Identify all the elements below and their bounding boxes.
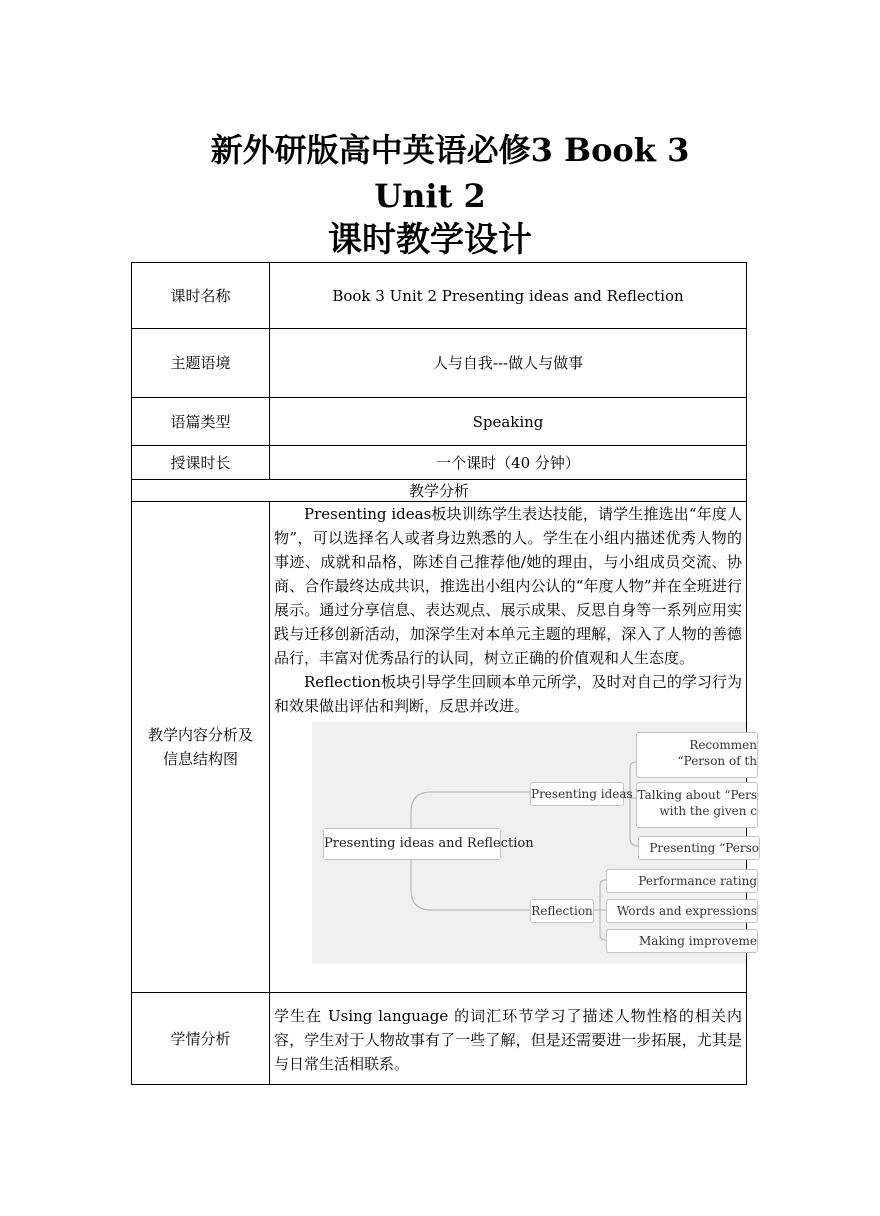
- leaf-line: Talking about “Pers: [637, 788, 757, 802]
- mindmap-root-node: Presenting ideas and Reflection: [323, 828, 501, 860]
- mindmap-leaf-words-expressions: Words and expressions: [606, 899, 758, 923]
- mindmap-leaf-talking-about: [636, 782, 758, 828]
- row-label: 授课时长: [132, 446, 270, 480]
- student-analysis-text: 学生在 Using language 的词汇环节学习了描述人物性格的相关内容，学生对于人物故事有了一些了解，但是还需要进一步拓展，尤其是与日常生活相联系。: [274, 1006, 742, 1073]
- section-header-row: [132, 480, 747, 502]
- content-paragraph-1: Presenting ideas板块训练学生表达技能，请学生推选出“年度人物”，可以选择名人或者身边熟悉的人。学生在小组内描述优秀人物的事迹、成就和品格，陈述自己推荐他/她的理由，与小组成员交流、协商、合作最终达成共识，推选出小组内公认的“年度人物”并在全班进行展示。通过分享信息、表达观点、展示成果、反思自身等一系列应用实践与迁移创新活动，加深学生对本单元主题的理解，深入了人物的善德品行，丰富对优秀品行的认同，树立正确的价值观和人生态度。: [274, 505, 742, 667]
- information-structure-mindmap: [312, 722, 759, 964]
- mindmap-leaf-performance-rating: Performance rating: [606, 869, 758, 893]
- content-analysis-cell: [270, 502, 759, 993]
- leaf-line: with the given c: [659, 804, 757, 818]
- document-title-line3: 课时教学设计: [328, 220, 532, 260]
- label-line: 信息结构图: [162, 750, 238, 768]
- row-label: 主题语境: [132, 329, 270, 398]
- leaf-line: “Person of th: [677, 754, 757, 768]
- row-value: 一个课时（40 分钟）: [270, 446, 747, 480]
- document-title-line2: Unit 2: [374, 177, 486, 215]
- table-row: [132, 398, 747, 446]
- mindmap-branch-presenting-ideas: Presenting ideas: [530, 782, 624, 806]
- section-header: 教学分析: [132, 480, 747, 502]
- row-value: 人与自我---做人与做事: [270, 329, 747, 398]
- row-value: Book 3 Unit 2 Presenting ideas and Reflection: [270, 263, 747, 329]
- content-analysis-row: [132, 502, 747, 993]
- row-label: 语篇类型: [132, 398, 270, 446]
- leaf-line: Recommen: [689, 738, 757, 752]
- table-row: [132, 329, 747, 398]
- mindmap-leaf-making-improvement: Making improveme: [606, 929, 758, 953]
- table-row: [132, 263, 747, 329]
- student-analysis-row: [132, 993, 747, 1085]
- mindmap-leaf-recommend: [636, 732, 758, 778]
- document-title-line1: 新外研版高中英语必修3 Book 3: [210, 131, 690, 169]
- table-row: [132, 446, 747, 480]
- lesson-design-table: [131, 262, 759, 1085]
- row-value: Speaking: [270, 398, 747, 446]
- content-analysis-label: [132, 502, 270, 993]
- student-analysis-label: 学情分析: [132, 993, 270, 1085]
- mindmap-branch-reflection: Reflection: [530, 899, 594, 923]
- row-label: 课时名称: [132, 263, 270, 329]
- student-analysis-cell: [270, 993, 747, 1085]
- content-paragraph-2: Reflection板块引导学生回顾本单元所学，及时对自己的学习行为和效果做出评估和判断，反思并改进。: [274, 673, 742, 715]
- label-line: 教学内容分析及: [147, 726, 253, 744]
- mindmap-leaf-presenting-person: Presenting “Perso: [638, 836, 760, 860]
